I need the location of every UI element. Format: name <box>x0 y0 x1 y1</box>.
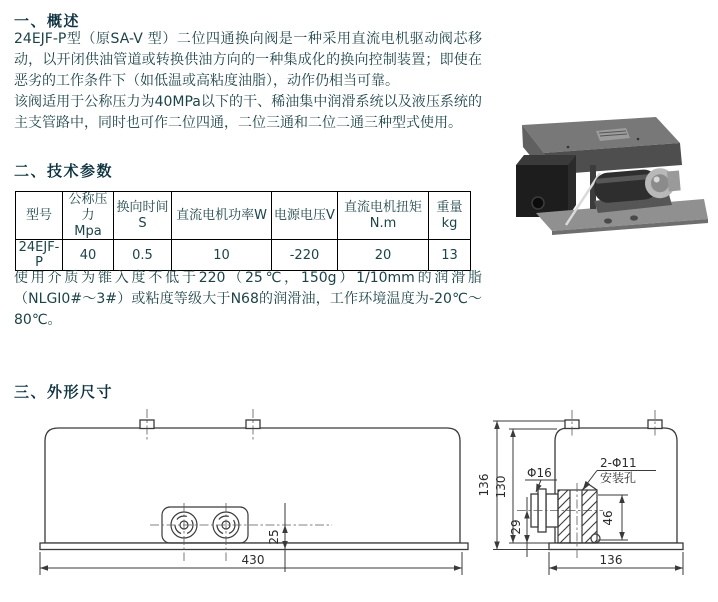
product-photo <box>508 113 708 237</box>
label-mounting-holes: 安装孔 <box>600 471 637 485</box>
dim-port-center-height <box>509 497 527 557</box>
dim-label-430: 430 <box>241 553 265 567</box>
table-data-row <box>16 240 471 271</box>
dim-label-25: 25 <box>267 529 281 545</box>
section-heading-overview: 一、概述 <box>14 12 81 30</box>
cell-switch-time: 0.5 <box>114 240 172 271</box>
side-view <box>477 410 683 575</box>
dim-label-29: 29 <box>509 519 523 535</box>
col-header-model: 型号 <box>16 192 63 240</box>
dim-base-width <box>40 552 462 575</box>
dim-label-136-left: 136 <box>477 473 491 497</box>
col-header-switch-time: 换向时间S <box>114 192 172 240</box>
callout-port-diameter <box>525 466 557 492</box>
section-heading-tech-params: 二、技术参数 <box>14 162 114 180</box>
table-header-row <box>16 192 471 240</box>
tech-params-table <box>15 191 471 271</box>
cell-model: 24EJF-P <box>16 240 63 271</box>
overview-paragraphs <box>14 29 482 134</box>
col-header-weight: 重量kg <box>429 192 471 240</box>
dim-label-130: 130 <box>494 475 508 499</box>
label-phi16: Φ16 <box>527 466 552 480</box>
overview-paragraph-1: 24EJF-P型（原SA-V 型）二位四通换向阀是一种采用直流电机驱动阀芯移动，以开闭供油管道或转换供油方向的一种集成化的换向控制装置；即使在恶劣的工作条件下（如低温或高粘度油脂），动作仍相当可靠。 <box>14 31 482 89</box>
cell-motor-power: 10 <box>172 240 272 271</box>
dimension-drawings <box>0 400 718 602</box>
section-heading-dimensions: 三、外形尺寸 <box>14 383 114 401</box>
front-view <box>40 409 468 575</box>
valve-photo-illustration <box>516 117 708 235</box>
medium-note: 使用介质为锥入度不低于220（25℃，150g）1/10mm的润滑脂（NLGI0#～3#）或粘度等级大于N68的润滑油，工作环境温度为-20℃～80℃。 <box>14 270 482 328</box>
cell-motor-torque: 20 <box>338 240 429 271</box>
cell-voltage: -220 <box>272 240 338 271</box>
dim-label-136-bottom: 136 <box>599 553 623 567</box>
overview-paragraph-2: 该阀适用于公称压力为40MPa以下的干、稀油集中润滑系统以及液压系统的主支管路中，同时也可作二位四通，二位三通和二位二通三种型式使用。 <box>14 94 482 131</box>
col-header-motor-torque: 直流电机扭矩 N.m <box>338 192 429 240</box>
cell-nominal-pressure: 40 <box>63 240 114 271</box>
dim-side-base-width <box>549 552 683 575</box>
cell-weight: 13 <box>429 240 471 271</box>
col-header-nominal-pressure: 公称压力 Mpa <box>63 192 114 240</box>
dim-label-46: 46 <box>601 510 615 526</box>
col-header-voltage: 电源电压V <box>272 192 338 240</box>
label-2-phi11: 2-Φ11 <box>600 456 637 470</box>
col-header-motor-power: 直流电机功率W <box>172 192 272 240</box>
